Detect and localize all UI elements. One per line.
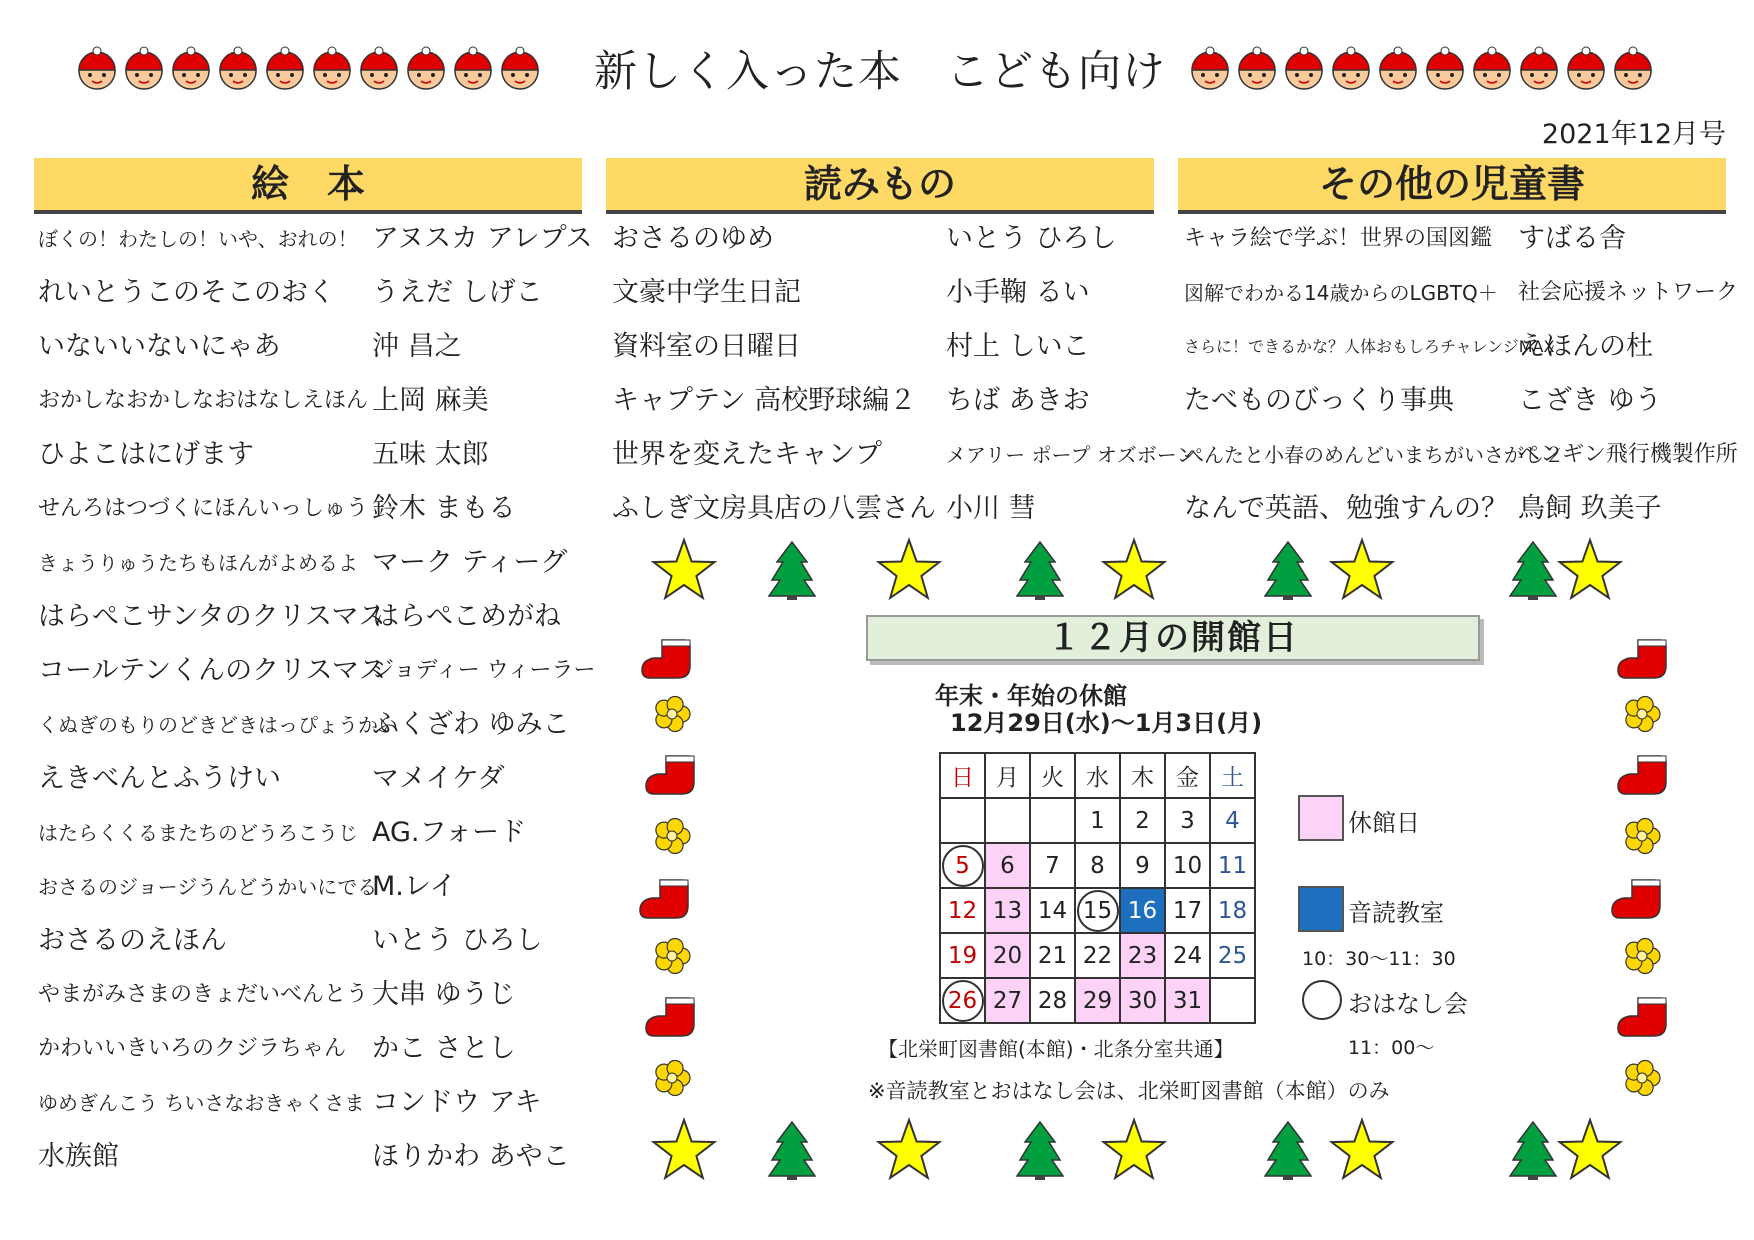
book-author: こざき ゆう [1518, 385, 1662, 416]
book-author: 社会応援ネットワーク [1518, 280, 1739, 305]
calendar-day: 11 [1210, 843, 1255, 888]
book-author: アヌスカ アレプス [372, 223, 593, 254]
weekday-header: 土 [1210, 753, 1255, 798]
calendar-day: 1 [1075, 798, 1120, 843]
book-author: 鳥飼 玖美子 [1518, 493, 1662, 524]
santa-face-icon [1610, 44, 1656, 90]
book-author: ふくざわ ゆみこ [372, 709, 570, 740]
star-icon [875, 536, 943, 604]
star-icon [1100, 1116, 1168, 1184]
santa-face-icon [121, 44, 167, 90]
calendar-title: １２月の開館日 [866, 615, 1480, 661]
book-title: きょうりゅうたちもほんがよめるよ [38, 551, 358, 575]
book-author: M.レイ [372, 871, 457, 902]
star-icon [875, 1116, 943, 1184]
book-title: おさるのゆめ [612, 223, 774, 254]
santa-face-icon [262, 44, 308, 90]
boot-icon [644, 752, 700, 798]
tree-icon [1015, 1120, 1065, 1182]
calendar-day: 17 [1165, 888, 1210, 933]
tree-icon [1508, 540, 1558, 602]
book-title: くぬぎのもりのどきどきはっぴょうかい [38, 713, 398, 737]
book-author: 村上 しいこ [946, 331, 1090, 362]
book-title: ぼくの！わたしの！いや、おれの！ [38, 227, 358, 251]
year-end-closure-range: 12月29日(水)～1月3日(月) [950, 709, 1263, 737]
closed-legend-swatch [1298, 795, 1344, 841]
flower-icon [1622, 936, 1662, 976]
story-time-legend-label: おはなし会 [1348, 990, 1468, 1018]
boot-icon [644, 994, 700, 1040]
footnote: ※音読教室とおはなし会は、北栄町図書館（本館）のみ [868, 1079, 1390, 1103]
book-author: いとう ひろし [946, 223, 1117, 254]
book-title: いないいないにゃあ [38, 331, 281, 362]
star-icon [650, 1116, 718, 1184]
book-title: なんで英語、勉強すんの？ [1184, 493, 1508, 524]
book-author: 小川 彗 [946, 493, 1036, 524]
book-title: キャプテン 高校野球編２ [612, 385, 917, 416]
calendar-day: 2 [1120, 798, 1165, 843]
book-title: 文豪中学生日記 [612, 277, 801, 308]
flower-icon [1622, 816, 1662, 856]
reading-class-legend-label: 音読教室 [1348, 899, 1444, 927]
santa-face-icon [309, 44, 355, 90]
calendar-day: 19 [940, 933, 985, 978]
boot-icon [638, 876, 694, 922]
calendar-day: 26 [940, 978, 985, 1023]
star-icon [1556, 1116, 1624, 1184]
book-author: ちば あきお [946, 385, 1090, 416]
santa-face-icon [403, 44, 449, 90]
tree-icon [1015, 540, 1065, 602]
book-title: れいとうこのそこのおく [38, 277, 335, 308]
santa-face-icon [1422, 44, 1468, 90]
book-title: さらに！できるかな？人体おもしろチャレンジMAX [1184, 337, 1555, 356]
other-books-heading: その他の児童書 [1178, 158, 1726, 214]
calendar-day: 12 [940, 888, 985, 933]
book-author: すばる舎 [1518, 223, 1626, 254]
book-author: ジョディー ウィーラー [372, 658, 596, 683]
calendar-day: 4 [1210, 798, 1255, 843]
book-author: マーク ティーグ [372, 547, 568, 578]
book-title: ふしぎ文房具店の八雲さん [612, 493, 936, 524]
book-author: 大串 ゆうじ [372, 979, 516, 1010]
tree-icon [1508, 1120, 1558, 1182]
weekday-header: 水 [1075, 753, 1120, 798]
flower-icon [652, 1058, 692, 1098]
calendar-day [940, 798, 985, 843]
tree-icon [767, 540, 817, 602]
calendar-day: 23 [1120, 933, 1165, 978]
book-author: 沖 昌之 [372, 331, 462, 362]
star-icon [1328, 536, 1396, 604]
calendar-day: 18 [1210, 888, 1255, 933]
santa-face-icon [450, 44, 496, 90]
book-title: 水族館 [38, 1141, 119, 1172]
flower-icon [652, 694, 692, 734]
calendar-day [985, 798, 1030, 843]
santa-face-icon [1469, 44, 1515, 90]
book-title: おさるのジョージうんどうかいにでる [38, 875, 378, 899]
calendar-day: 8 [1075, 843, 1120, 888]
tree-icon [1263, 540, 1313, 602]
santa-face-icon [356, 44, 402, 90]
book-title: たべものびっくり事典 [1184, 385, 1454, 416]
calendar-day: 13 [985, 888, 1030, 933]
star-icon [1328, 1116, 1396, 1184]
book-author: メアリー ポープ オズボーン [946, 443, 1197, 467]
boot-icon [640, 636, 696, 682]
calendar-day: 14 [1030, 888, 1075, 933]
boot-icon [1616, 752, 1672, 798]
santa-face-icon [1375, 44, 1421, 90]
book-title: えきべんとふうけい [38, 763, 281, 794]
story-time-time: 11：00～ [1348, 1037, 1435, 1059]
calendar-day: 15 [1075, 888, 1120, 933]
santa-face-icon [215, 44, 261, 90]
book-title: おさるのえほん [38, 925, 227, 956]
santa-face-icon [1516, 44, 1562, 90]
calendar-day: 9 [1120, 843, 1165, 888]
december-calendar [939, 752, 1256, 1024]
santa-face-icon [1187, 44, 1233, 90]
calendar-day: 5 [940, 843, 985, 888]
book-author: コンドウ アキ [372, 1087, 542, 1118]
book-author: えほんの杜 [1518, 331, 1653, 362]
story-time-legend-ring [1302, 980, 1342, 1020]
flower-icon [652, 936, 692, 976]
book-author: ペンギン飛行機製作所 [1518, 442, 1738, 467]
book-author: 小手鞠 るい [946, 277, 1090, 308]
book-author: はらぺこめがね [372, 601, 561, 632]
book-title: コールテンくんのクリスマス [38, 655, 387, 686]
book-title: おかしなおかしなおはなしえほん [38, 388, 369, 413]
calendar-day: 31 [1165, 978, 1210, 1023]
year-end-closure-title: 年末・年始の休館 [935, 682, 1127, 710]
calendar-day: 21 [1030, 933, 1075, 978]
book-title: はらぺこサンタのクリスマス [38, 601, 386, 632]
santa-face-icon [1281, 44, 1327, 90]
reading-class-time: 10：30～11：30 [1302, 948, 1456, 970]
book-author: マメイケダ [372, 763, 505, 794]
santa-face-icon [1328, 44, 1374, 90]
santa-face-icon [497, 44, 543, 90]
book-author: 鈴木 まもる [372, 493, 516, 524]
book-author: 上岡 麻美 [372, 385, 489, 416]
book-title: 世界を変えたキャンプ [612, 439, 882, 470]
calendar-day [1030, 798, 1075, 843]
reading-class-legend-swatch [1298, 886, 1344, 932]
calendar-day: 6 [985, 843, 1030, 888]
star-icon [650, 536, 718, 604]
closed-legend-label: 休館日 [1348, 809, 1420, 837]
star-icon [1556, 536, 1624, 604]
santa-face-icon [1234, 44, 1280, 90]
book-title: やまがみさまのきょだいべんとう [38, 982, 369, 1007]
book-title: かわいいきいろのクジラちゃん [38, 1036, 347, 1061]
calendar-day: 22 [1075, 933, 1120, 978]
weekday-header: 火 [1030, 753, 1075, 798]
book-author: ほりかわ あやこ [372, 1141, 570, 1172]
calendar-day: 29 [1075, 978, 1120, 1023]
book-title: ゆめぎんこう ちいさなおきゃくさま [38, 1091, 365, 1115]
calendar-day: 7 [1030, 843, 1075, 888]
boot-icon [1616, 994, 1672, 1040]
flower-icon [1622, 1058, 1662, 1098]
picture-books-heading: 絵 本 [34, 158, 582, 214]
book-title: 図解でわかる14歳からのLGBTQ＋ [1184, 281, 1498, 305]
calendar-day [1210, 978, 1255, 1023]
calendar-day: 3 [1165, 798, 1210, 843]
weekday-header: 金 [1165, 753, 1210, 798]
book-title: ぺんたと小春のめんどいまちがいさがし２ [1184, 443, 1564, 467]
book-title: 資料室の日曜日 [612, 331, 801, 362]
boot-icon [1610, 876, 1666, 922]
calendar-day: 24 [1165, 933, 1210, 978]
book-title: はたらくくるまたちのどうろこうじ [38, 821, 358, 845]
book-author: いとう ひろし [372, 925, 543, 956]
calendar-day: 16 [1120, 888, 1165, 933]
book-author: AG.フォード [372, 817, 527, 848]
flower-icon [1622, 694, 1662, 734]
calendar-day: 20 [985, 933, 1030, 978]
reading-heading: 読みもの [606, 158, 1154, 214]
page-title: 新しく入った本 こども向け [594, 47, 1166, 97]
star-icon [1100, 536, 1168, 604]
santa-face-icon [74, 44, 120, 90]
book-author: 五味 太郎 [372, 439, 489, 470]
book-title: キャラ絵で学ぶ！世界の国図鑑 [1184, 226, 1493, 251]
book-author: かこ さとし [372, 1033, 516, 1064]
book-title: ひよこはにげます [38, 439, 254, 470]
calendar-day: 25 [1210, 933, 1255, 978]
weekday-header: 日 [940, 753, 985, 798]
weekday-header: 月 [985, 753, 1030, 798]
book-author: うえだ しげこ [372, 277, 543, 308]
flower-icon [652, 816, 692, 856]
santa-face-icon [168, 44, 214, 90]
weekday-header: 木 [1120, 753, 1165, 798]
calendar-day: 30 [1120, 978, 1165, 1023]
calendar-day: 10 [1165, 843, 1210, 888]
issue-date: 2021年12月号 [1541, 119, 1726, 150]
book-title: せんろはつづくにほんいっしゅう [38, 496, 369, 521]
tree-icon [1263, 1120, 1313, 1182]
calendar-day: 27 [985, 978, 1030, 1023]
tree-icon [767, 1120, 817, 1182]
calendar-day: 28 [1030, 978, 1075, 1023]
venue-note: 【北栄町図書館(本館)・北条分室共通】 [878, 1037, 1234, 1061]
santa-face-icon [1563, 44, 1609, 90]
boot-icon [1616, 636, 1672, 682]
